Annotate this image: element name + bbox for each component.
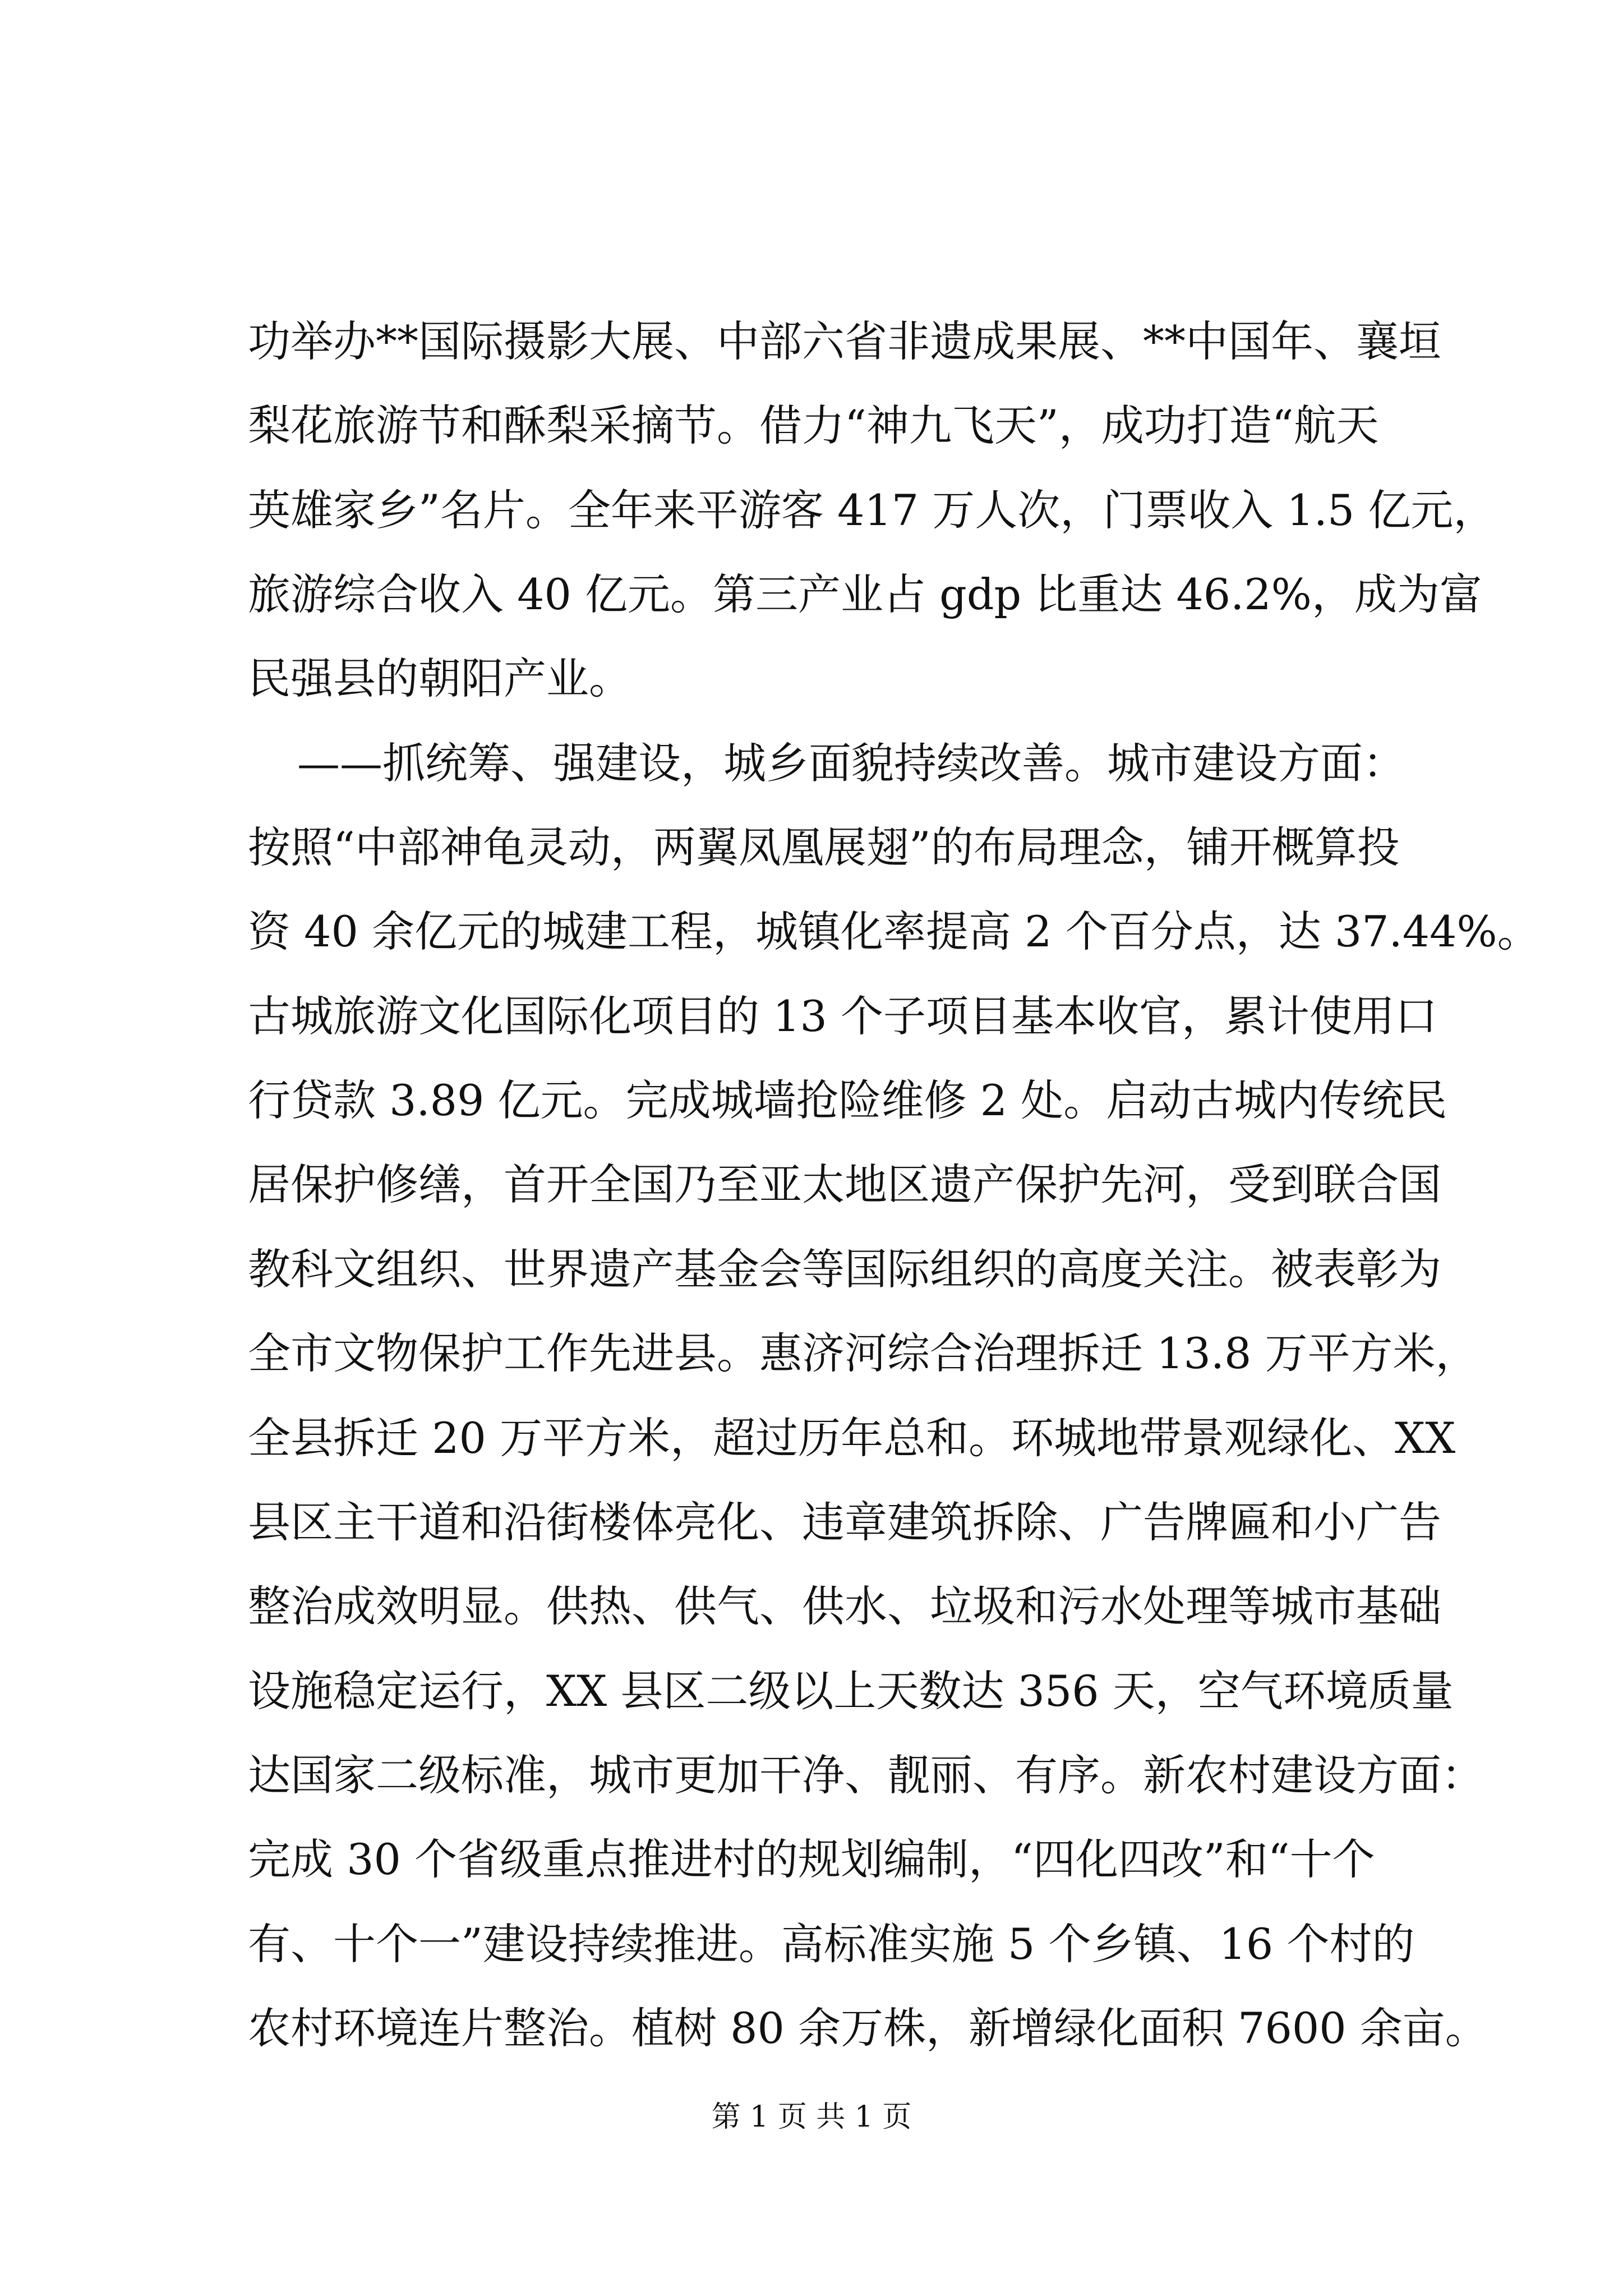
text-line: 英雄家乡”名片。全年来平游客 417 万人次，门票收入 1.5 亿元， <box>248 485 1496 535</box>
text-line: 县区主干道和沿街楼体亮化、违章建筑拆除、广告牌匾和小广告 <box>248 1497 1441 1547</box>
text-line: 整治成效明显。供热、供气、供水、垃圾和污水处理等城市基础 <box>248 1581 1441 1631</box>
text-line: 旅游综合收入 40 亿元。第三产业占 gdp 比重达 46.2%，成为富 <box>248 569 1482 619</box>
text-line: 设施稳定运行，XX 县区二级以上天数达 356 天，空气环境质量 <box>248 1666 1454 1716</box>
section-heading-line: ——抓统筹、强建设，城乡面貌持续改善。城市建设方面： <box>297 738 1405 788</box>
text-line: 全县拆迁 20 万平方米，超过历年总和。环城地带景观绿化、XX <box>248 1413 1456 1463</box>
text-line: 按照“中部神龟灵动，两翼凤凰展翅”的布局理念，铺开概算投 <box>248 822 1400 872</box>
text-line: 民强县的朝阳产业。 <box>248 654 631 703</box>
text-line: 行贷款 3.89 亿元。完成城墙抢险维修 2 处。启动古城内传统民 <box>248 1075 1447 1125</box>
text-line: 梨花旅游节和酥梨采摘节。借力“神九飞天”，成功打造“航天 <box>248 401 1379 450</box>
text-line: 完成 30 个省级重点推进村的规划编制，“四化四改”和“十个 <box>248 1834 1375 1884</box>
text-line: 教科文组织、世界遗产基金会等国际组织的高度关注。被表彰为 <box>248 1244 1441 1294</box>
text-line: 资 40 余亿元的城建工程，城镇化率提高 2 个百分点，达 37.44%。 <box>248 907 1540 956</box>
text-line: 居保护修缮，首开全国乃至亚太地区遗产保护先河，受到联合国 <box>248 1159 1441 1209</box>
text-line: 有、十个一”建设持续推进。高标准实施 5 个乡镇、16 个村的 <box>248 1919 1415 1969</box>
page-footer: 第 1 页 共 1 页 <box>711 2100 912 2134</box>
text-line: 达国家二级标准，城市更加干净、靓丽、有序。新农村建设方面： <box>248 1750 1484 1800</box>
text-line: 农村环境连片整治。植树 80 余万株，新增绿化面积 7600 余亩。 <box>248 2003 1488 2053</box>
text-line: 古城旅游文化国际化项目的 13 个子项目基本收官，累计使用口 <box>248 991 1438 1041</box>
text-line: 功举办**国际摄影大展、中部六省非遗成果展、**中国年、襄垣 <box>248 316 1441 366</box>
text-line: 全市文物保护工作先进县。惠济河综合治理拆迁 13.8 万平方米， <box>248 1328 1478 1378</box>
